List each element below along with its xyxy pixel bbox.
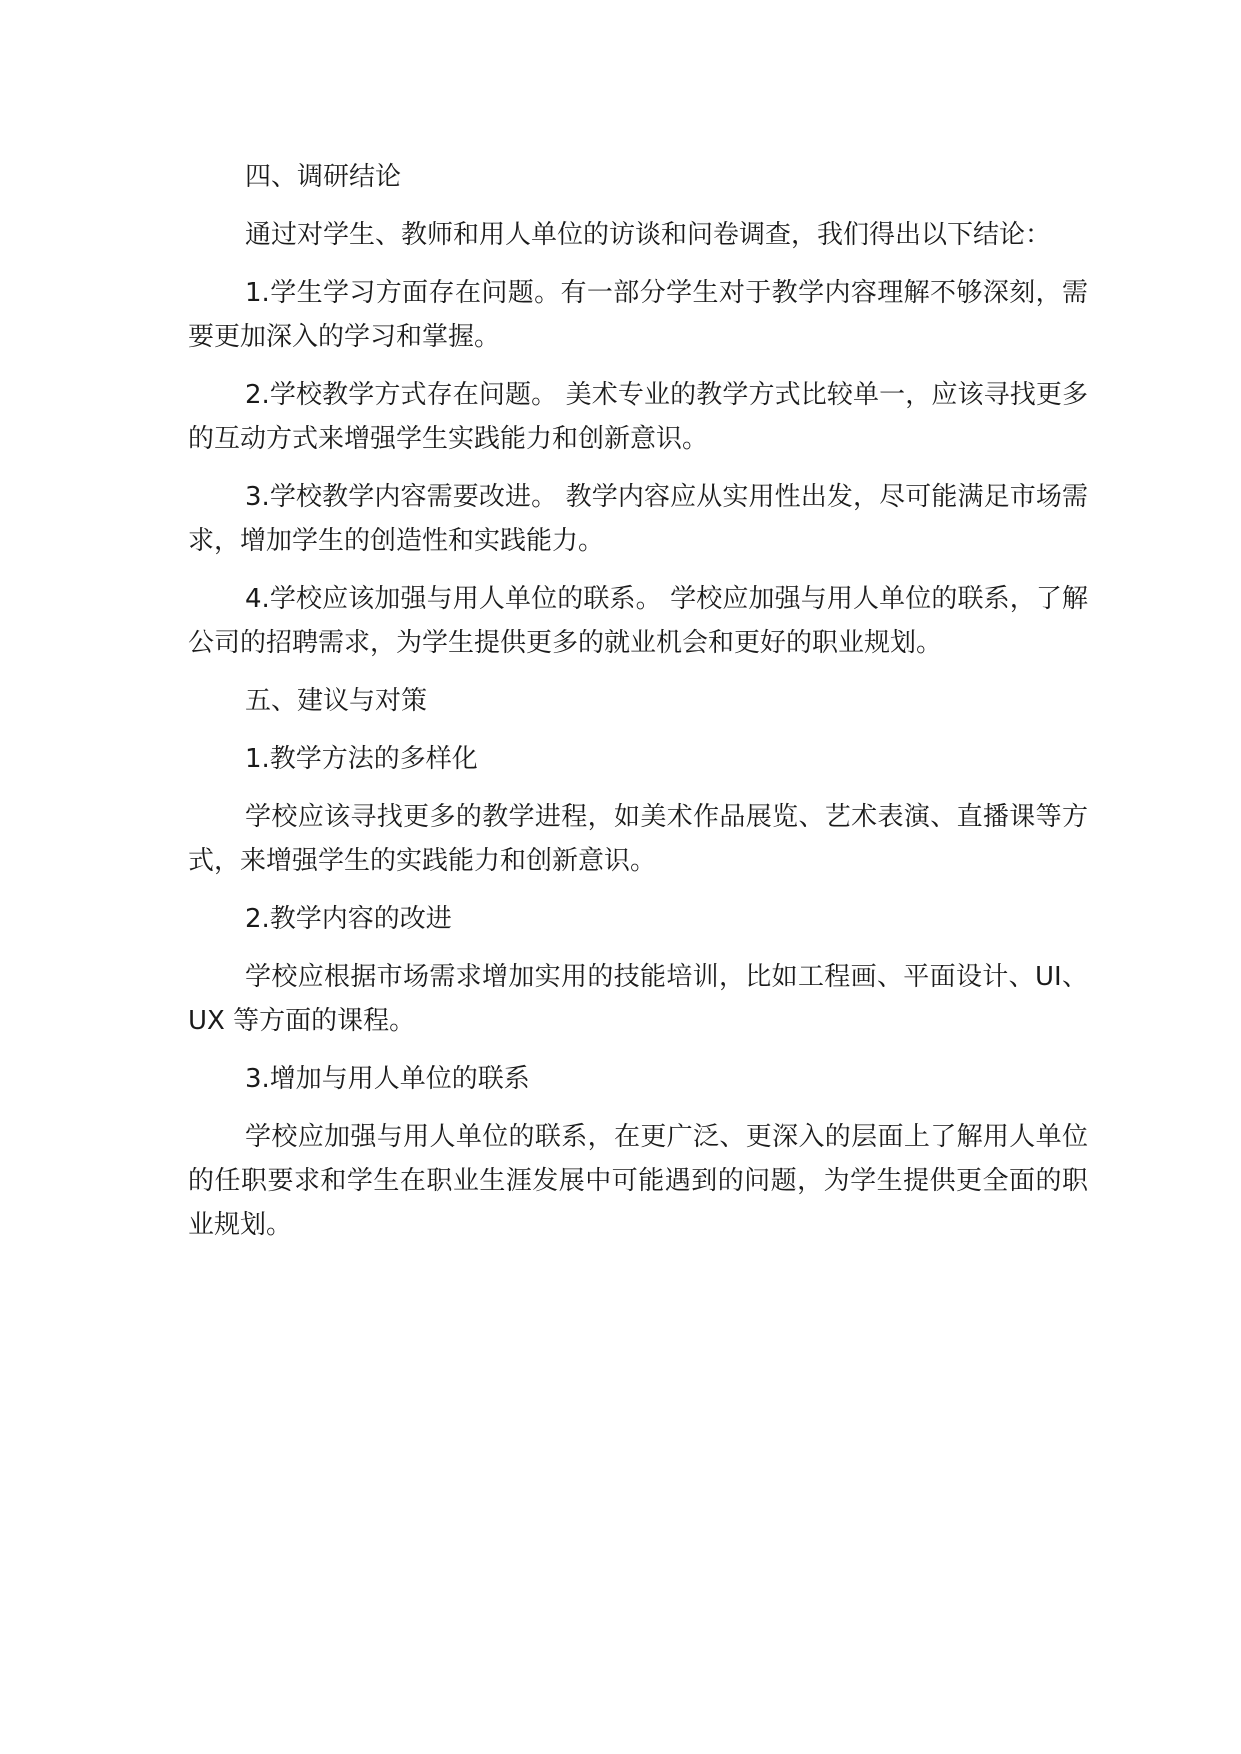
paragraph-intro: 通过对学生、教师和用人单位的访谈和问卷调查，我们得出以下结论： [245, 220, 1052, 250]
section-heading-conclusion: 四、调研结论 [245, 162, 402, 192]
subheading-teaching-content: 2.教学内容的改进 [245, 904, 452, 934]
paragraph-conclusion-4: 4.学校应该加强与用人单位的联系。 学校应加强与用人单位的联系，了解公司的招聘需求，为学生提供更多的就业机会和更好的职业规划。 [188, 584, 1088, 658]
paragraph-conclusion-2: 2.学校教学方式存在问题。 美术专业的教学方式比较单一，应该寻找更多的互动方式来增强学生实践能力和创新意识。 [188, 380, 1088, 454]
subheading-teaching-methods: 1.教学方法的多样化 [245, 744, 478, 774]
paragraph-conclusion-3: 3.学校教学内容需要改进。 教学内容应从实用性出发，尽可能满足市场需求，增加学生的创造性和实践能力。 [188, 482, 1088, 556]
paragraph-employer-contact: 学校应加强与用人单位的联系，在更广泛、更深入的层面上了解用人单位的任职要求和学生在职业生涯发展中可能遇到的问题，为学生提供更全面的职业规划。 [188, 1122, 1088, 1240]
paragraph-teaching-content: 学校应根据市场需求增加实用的技能培训，比如工程画、平面设计、UI、UX 等方面的课程。 [188, 962, 1088, 1036]
section-heading-suggestions: 五、建议与对策 [245, 686, 428, 716]
subheading-employer-contact: 3.增加与用人单位的联系 [245, 1064, 530, 1094]
paragraph-teaching-methods: 学校应该寻找更多的教学进程，如美术作品展览、艺术表演、直播课等方式，来增强学生的实践能力和创新意识。 [188, 802, 1088, 876]
document-body [188, 155, 1088, 1261]
paragraph-conclusion-1: 1.学生学习方面存在问题。有一部分学生对于教学内容理解不够深刻，需要更加深入的学习和掌握。 [188, 278, 1088, 352]
